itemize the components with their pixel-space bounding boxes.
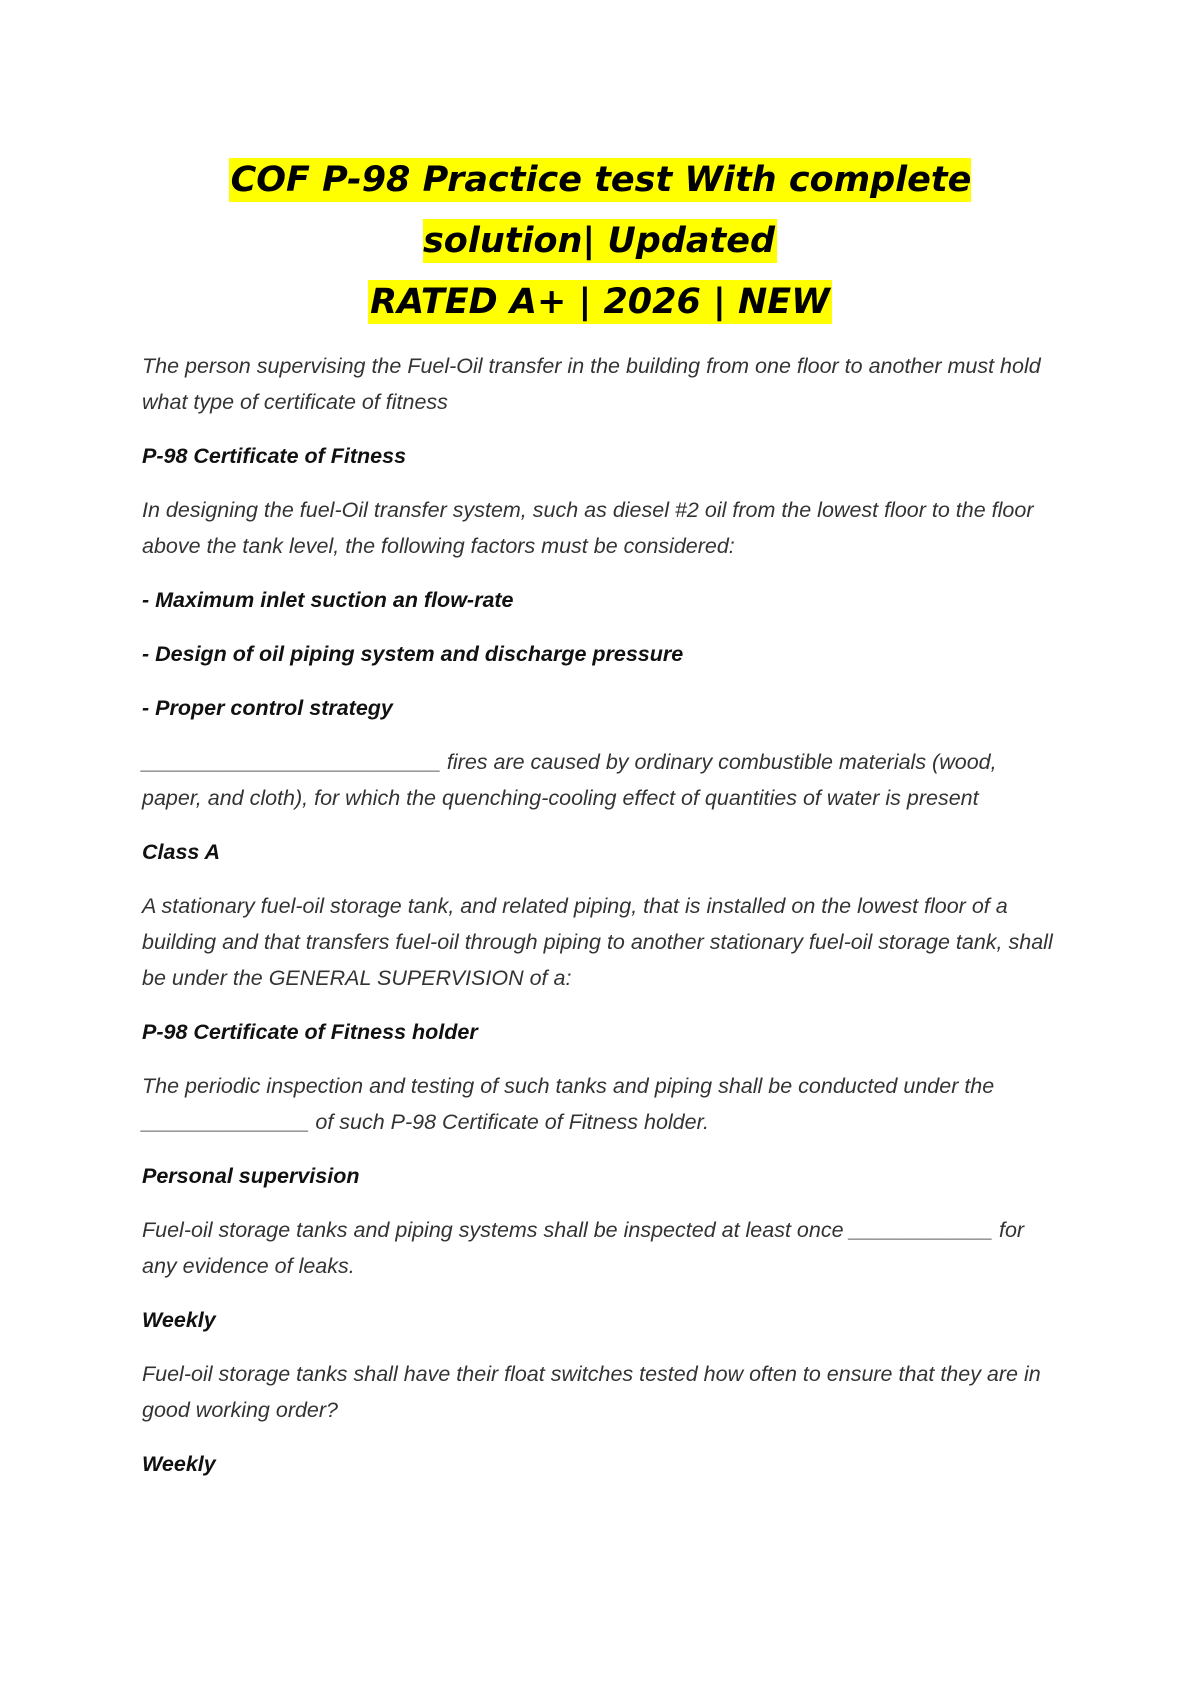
answer-text: Personal supervision <box>142 1164 360 1188</box>
answer-text: Class A <box>142 840 221 864</box>
question-text: A stationary fuel-oil storage tank, and related piping, that is installed on the lowest floor of a building and that transfers fuel-oil through piping to another stationary fuel-oil storage tank, shall be under the GENERAL SUPERVISION of a: <box>142 894 1053 990</box>
answer-text: - Proper control strategy <box>142 696 393 720</box>
question-text: In designing the fuel-Oil transfer system, such as diesel #2 oil from the lowest floor to the floor above the tank level, the following factors must be considered: <box>142 498 1034 558</box>
question-text: Fuel-oil storage tanks shall have their float switches tested how often to ensure that they are in good working order? <box>142 1362 1041 1422</box>
answer-text: P-98 Certificate of Fitness holder <box>142 1020 478 1044</box>
answer-text: Weekly <box>142 1308 216 1332</box>
document-title <box>140 150 1060 333</box>
question-text: The periodic inspection and testing of such tanks and piping shall be conducted under the ______________ of such P-98 Certificate of Fitness holder. <box>142 1074 995 1134</box>
answer-text: Weekly <box>142 1452 216 1476</box>
answer-text: - Design of oil piping system and discharge pressure <box>142 642 684 666</box>
answer-text: - Maximum inlet suction an flow-rate <box>142 588 514 612</box>
question-text: Fuel-oil storage tanks and piping systems shall be inspected at least once ____________ for any evidence of leaks. <box>142 1218 1025 1278</box>
title-line-1: COF P-98 Practice test With complete solution| Updated <box>230 160 972 261</box>
title-line-2: RATED A+ | 2026 | NEW <box>370 282 830 322</box>
qa-content <box>142 348 1062 1500</box>
question-text: _________________________ fires are caused by ordinary combustible materials (wood, paper, and cloth), for which the quenching-cooling effect of quantities of water is present <box>142 750 997 810</box>
answer-text: P-98 Certificate of Fitness <box>142 444 407 468</box>
question-text: The person supervising the Fuel-Oil transfer in the building from one floor to another must hold what type of certificate of fitness <box>142 354 1041 414</box>
